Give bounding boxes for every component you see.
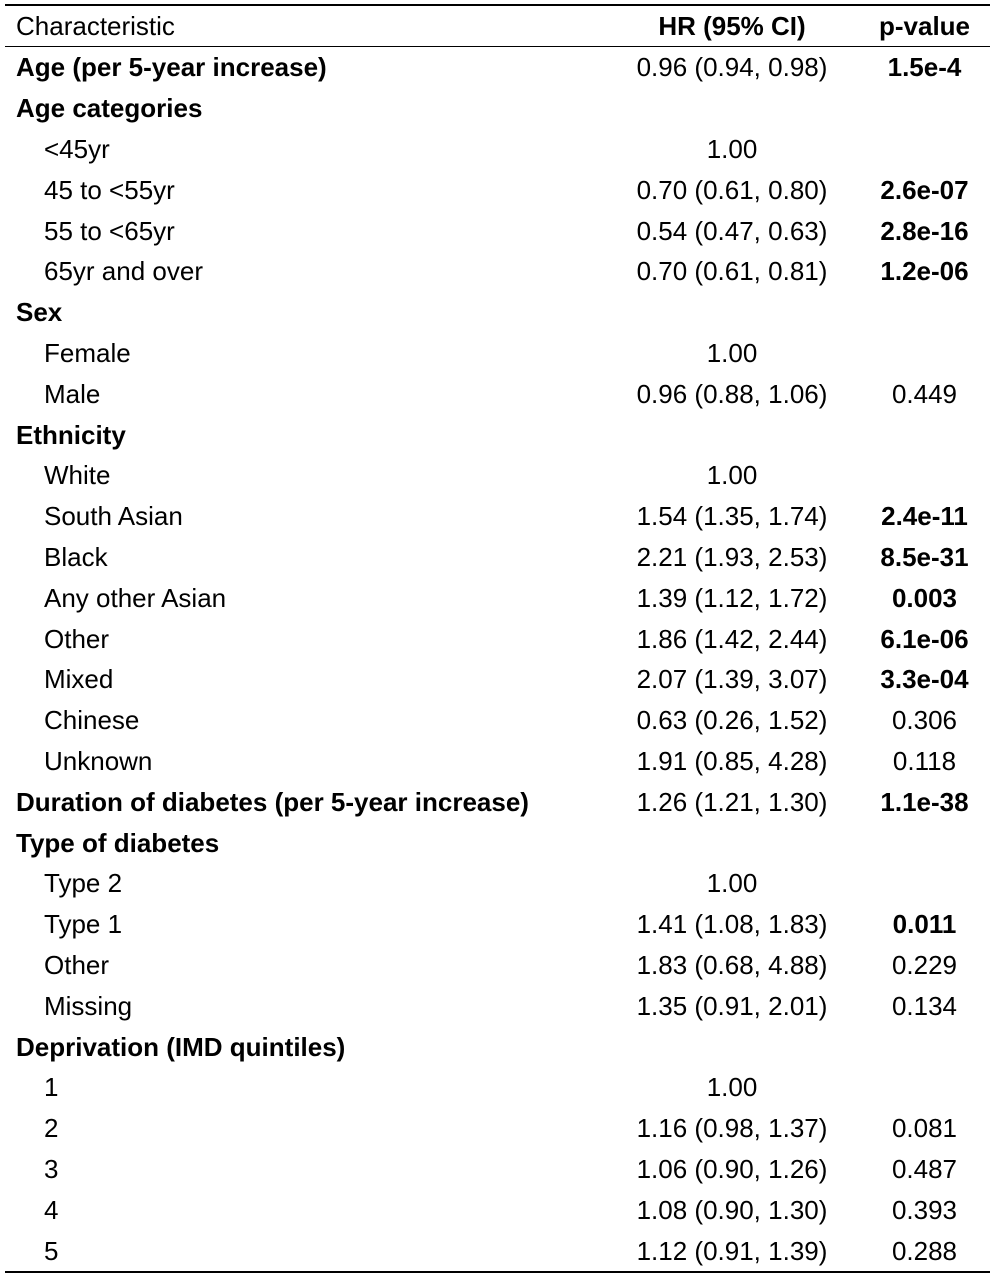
characteristic-cell: Other [44,949,110,980]
table-body [5,47,990,1271]
characteristic-cell: Male [44,378,101,409]
table-category-row [5,822,990,863]
hr-cell: 1.06 (0.90, 1.26) [636,1153,828,1184]
hr-cell: 1.16 (0.98, 1.37) [636,1113,828,1144]
hr-cell: 1.00 [706,460,758,491]
pvalue-cell: 0.306 [891,705,958,736]
hr-cell: 1.00 [706,1072,758,1103]
table-row [5,1230,990,1271]
hr-cell: 1.00 [706,868,758,899]
hr-cell: 1.35 (0.91, 2.01) [636,990,828,1021]
table-row [5,1189,990,1230]
pvalue-cell: 0.229 [891,949,958,980]
hr-cell: 1.08 (0.90, 1.30) [636,1194,828,1225]
table-row [5,985,990,1026]
characteristic-cell: 1 [44,1072,59,1103]
hr-cell: 0.63 (0.26, 1.52) [636,705,828,736]
characteristic-cell: Duration of diabetes (per 5-year increase) [16,786,529,817]
characteristic-cell: Black [44,541,108,572]
characteristic-cell: Type 1 [44,909,123,940]
characteristic-cell: Age categories [16,93,203,124]
pvalue-cell: 6.1e-06 [880,623,969,654]
pvalue-cell: 0.081 [891,1113,958,1144]
characteristic-cell: Type 2 [44,868,123,899]
hr-cell: 1.39 (1.12, 1.72) [636,582,828,613]
characteristic-cell: 2 [44,1113,59,1144]
characteristic-cell: Female [44,337,131,368]
header-characteristic: Characteristic [16,11,175,41]
pvalue-cell: 2.8e-16 [880,215,969,246]
characteristic-cell: Missing [44,990,133,1021]
table-category-row [5,1026,990,1067]
characteristic-cell: 45 to <55yr [44,174,175,205]
table-row [5,496,990,537]
table-row [5,700,990,741]
table-row [5,455,990,496]
table-row [5,537,990,578]
table-category-row [5,292,990,333]
table-row [5,1149,990,1190]
characteristic-cell: 5 [44,1235,59,1266]
characteristic-cell: Other [44,623,110,654]
characteristic-cell: 3 [44,1153,59,1184]
hr-cell: 1.00 [706,337,758,368]
hr-cell: 0.54 (0.47, 0.63) [636,215,828,246]
hr-cell: 1.12 (0.91, 1.39) [636,1235,828,1266]
characteristic-cell: Unknown [44,745,153,776]
header-pvalue: p-value [878,11,971,41]
pvalue-cell: 8.5e-31 [880,541,969,572]
table-row [5,741,990,782]
characteristic-cell: Ethnicity [16,419,126,450]
pvalue-cell: 1.5e-4 [887,52,962,83]
characteristic-cell: White [44,460,111,491]
pvalue-cell: 0.449 [891,378,958,409]
hr-cell: 2.07 (1.39, 3.07) [636,664,828,695]
table-row [5,577,990,618]
characteristic-cell: Any other Asian [44,582,227,613]
characteristic-cell: Chinese [44,705,140,736]
table-category-row [5,414,990,455]
table-row [5,169,990,210]
header-hr: HR (95% CI) [658,11,806,41]
pvalue-cell: 0.118 [892,745,957,776]
hr-cell: 0.96 (0.94, 0.98) [636,52,828,83]
pvalue-cell: 1.1e-38 [880,786,969,817]
pvalue-cell: 0.393 [891,1194,958,1225]
hr-cell: 1.26 (1.21, 1.30) [636,786,828,817]
hazard-ratio-table [5,4,990,1273]
characteristic-cell: Type of diabetes [16,827,220,858]
hr-cell: 0.96 (0.88, 1.06) [636,378,828,409]
table-row [5,618,990,659]
table-category-row [5,88,990,129]
pvalue-cell: 1.2e-06 [880,256,969,287]
table-category-row [5,781,990,822]
characteristic-cell: Deprivation (IMD quintiles) [16,1031,346,1062]
pvalue-cell: 2.4e-11 [881,501,968,532]
characteristic-cell: <45yr [44,133,110,164]
table-row [5,210,990,251]
table-row [5,863,990,904]
characteristic-cell: 65yr and over [44,256,203,287]
pvalue-cell: 2.6e-07 [880,174,969,205]
characteristic-cell: 4 [44,1194,59,1225]
table-header-row [5,6,990,46]
characteristic-cell: Age (per 5-year increase) [16,52,327,83]
table-row [5,129,990,170]
hr-cell: 1.54 (1.35, 1.74) [636,501,828,532]
table-row [5,333,990,374]
pvalue-cell: 0.011 [892,909,957,940]
characteristic-cell: South Asian [44,501,183,532]
table-row [5,1108,990,1149]
table-row [5,251,990,292]
characteristic-cell: Mixed [44,664,114,695]
pvalue-cell: 0.003 [891,582,958,613]
hr-cell: 0.70 (0.61, 0.80) [636,174,828,205]
hr-cell: 1.91 (0.85, 4.28) [636,745,828,776]
hr-cell: 1.41 (1.08, 1.83) [636,909,828,940]
hr-cell: 1.83 (0.68, 4.88) [636,949,828,980]
pvalue-cell: 0.288 [891,1235,958,1266]
table-row [5,1067,990,1108]
table-row [5,945,990,986]
characteristic-cell: 55 to <65yr [44,215,175,246]
pvalue-cell: 0.487 [891,1153,958,1184]
hr-cell: 1.86 (1.42, 2.44) [636,623,828,654]
characteristic-cell: Sex [16,297,63,328]
pvalue-cell: 0.134 [891,990,958,1021]
table-row [5,904,990,945]
pvalue-cell: 3.3e-04 [880,664,969,695]
table-bottom-rule [5,1271,990,1273]
hr-cell: 2.21 (1.93, 2.53) [636,541,828,572]
hr-cell: 1.00 [706,133,758,164]
table-category-row [5,47,990,88]
hr-cell: 0.70 (0.61, 0.81) [636,256,828,287]
table-row [5,659,990,700]
table-row [5,373,990,414]
